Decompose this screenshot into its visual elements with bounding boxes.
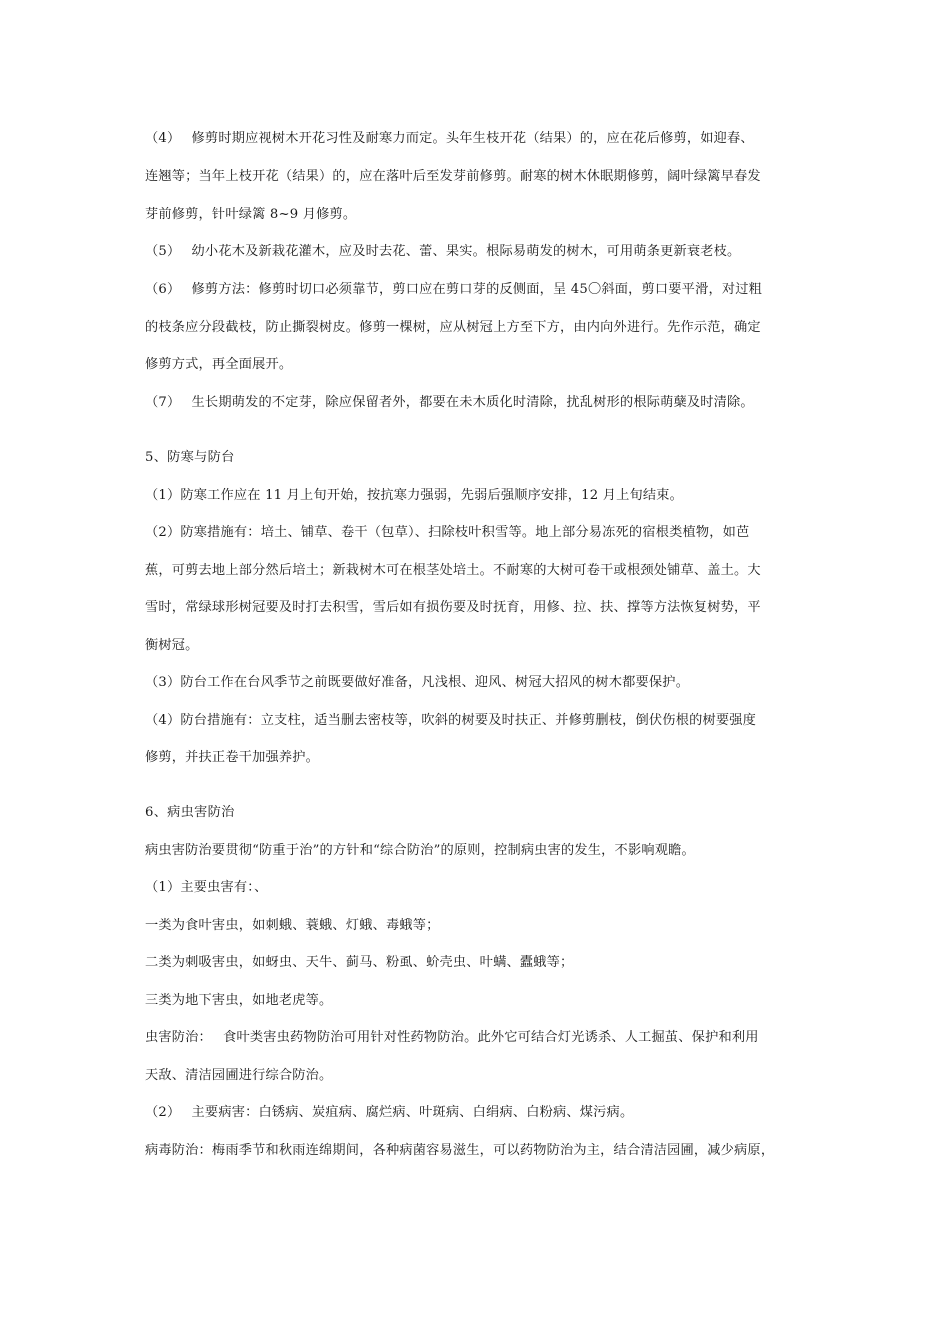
section-5-para-2-line-3: 雪时，常绿球形树冠要及时打去积雪，雪后如有损伤要及时抚育，用修、拉、扶、撑等方法恢复树势，平 — [145, 600, 761, 615]
diseases-list: （2） 主要病害：白锈病、炭疽病、腐烂病、叶斑病、白绢病、白粉病、煤污病。 — [145, 1105, 634, 1120]
section-6-heading: 6、病虫害防治 — [145, 805, 235, 820]
section-5-para-2-line-2: 蕉，可剪去地上部分然后培土；新栽树木可在根茎处培土。不耐寒的大树可卷干或根颈处铺草、盖土。大 — [145, 563, 761, 578]
pruning-item-4-line-2: 连翘等；当年上枝开花（结果）的，应在落叶后至发芽前修剪。耐寒的树木休眠期修剪，阔叶绿篱早春发 — [145, 169, 761, 184]
disease-control: 病毒防治：梅雨季节和秋雨连绵期间，各种病菌容易滋生，可以药物防治为主，结合清洁园圃，减少病原， — [145, 1143, 775, 1158]
section-5-para-2-line-1: （2）防寒措施有：培土、铺草、卷干（包草）、扫除枝叶积雪等。地上部分易冻死的宿根类植物，如芭 — [145, 525, 750, 540]
pest-type-3: 三类为地下害虫，如地老虎等。 — [145, 993, 333, 1008]
pruning-item-4-line-1: （4） 修剪时期应视树木开花习性及耐寒力而定。头年生枝开花（结果）的，应在花后修剪，如迎春、 — [145, 131, 754, 146]
section-5-para-4-line-2: 修剪，并扶正卷干加强养护。 — [145, 750, 320, 765]
section-5-para-4-line-1: （4）防台措施有：立支柱，适当删去密枝等，吹斜的树要及时扶正、并修剪删枝，倒伏伤根的树要强度 — [145, 713, 757, 728]
pruning-item-6-line-1: （6） 修剪方法：修剪时切口必须靠节，剪口应在剪口芽的反侧面，呈 45〇斜面，剪口要平滑，对过粗 — [145, 282, 763, 297]
section-5-para-3: （3）防台工作在台风季节之前既要做好准备，凡浅根、迎风、树冠大招风的树木都要保护。 — [145, 675, 690, 690]
section-5-heading: 5、防寒与防台 — [145, 450, 235, 465]
pruning-item-5: （5） 幼小花木及新栽花灌木，应及时去花、蕾、果实。根际易萌发的树木，可用萌条更新衰老枝。 — [145, 244, 741, 259]
pruning-item-6-line-2: 的枝条应分段截枝，防止撕裂树皮。修剪一棵树，应从树冠上方至下方，由内向外进行。先作示范，确定 — [145, 320, 761, 335]
pruning-item-7: （7） 生长期萌发的不定芽，除应保留者外，都要在未木质化时清除，扰乱树形的根际萌蘖及时清除。 — [145, 395, 754, 410]
pest-type-2: 二类为刺吸害虫，如蚜虫、天牛、蓟马、粉虱、蚧壳虫、叶螨、蠹蛾等； — [145, 955, 574, 970]
section-6-intro: 病虫害防治要贯彻“防重于治”的方针和“综合防治”的原则，控制病虫害的发生，不影响观瞻。 — [145, 843, 695, 858]
pests-title: （1）主要虫害有：、 — [145, 880, 268, 895]
pest-control-line-1: 虫害防治： 食叶类害虫药物防治可用针对性药物防治。此外它可结合灯光诱杀、人工掘茧、保护和利用 — [145, 1030, 759, 1045]
pest-control-line-2: 天敌、清洁园圃进行综合防治。 — [145, 1068, 333, 1083]
pruning-item-4-line-3: 芽前修剪，针叶绿篱 8~9 月修剪。 — [145, 207, 357, 222]
pruning-item-6-line-3: 修剪方式，再全面展开。 — [145, 357, 293, 372]
pest-type-1: 一类为食叶害虫，如刺蛾、蓑蛾、灯蛾、毒蛾等； — [145, 918, 440, 933]
section-5-para-1: （1）防寒工作应在 11 月上旬开始，按抗寒力强弱，先弱后强顺序安排，12 月上旬结束。 — [145, 488, 684, 503]
section-5-para-2-line-4: 衡树冠。 — [145, 638, 199, 653]
